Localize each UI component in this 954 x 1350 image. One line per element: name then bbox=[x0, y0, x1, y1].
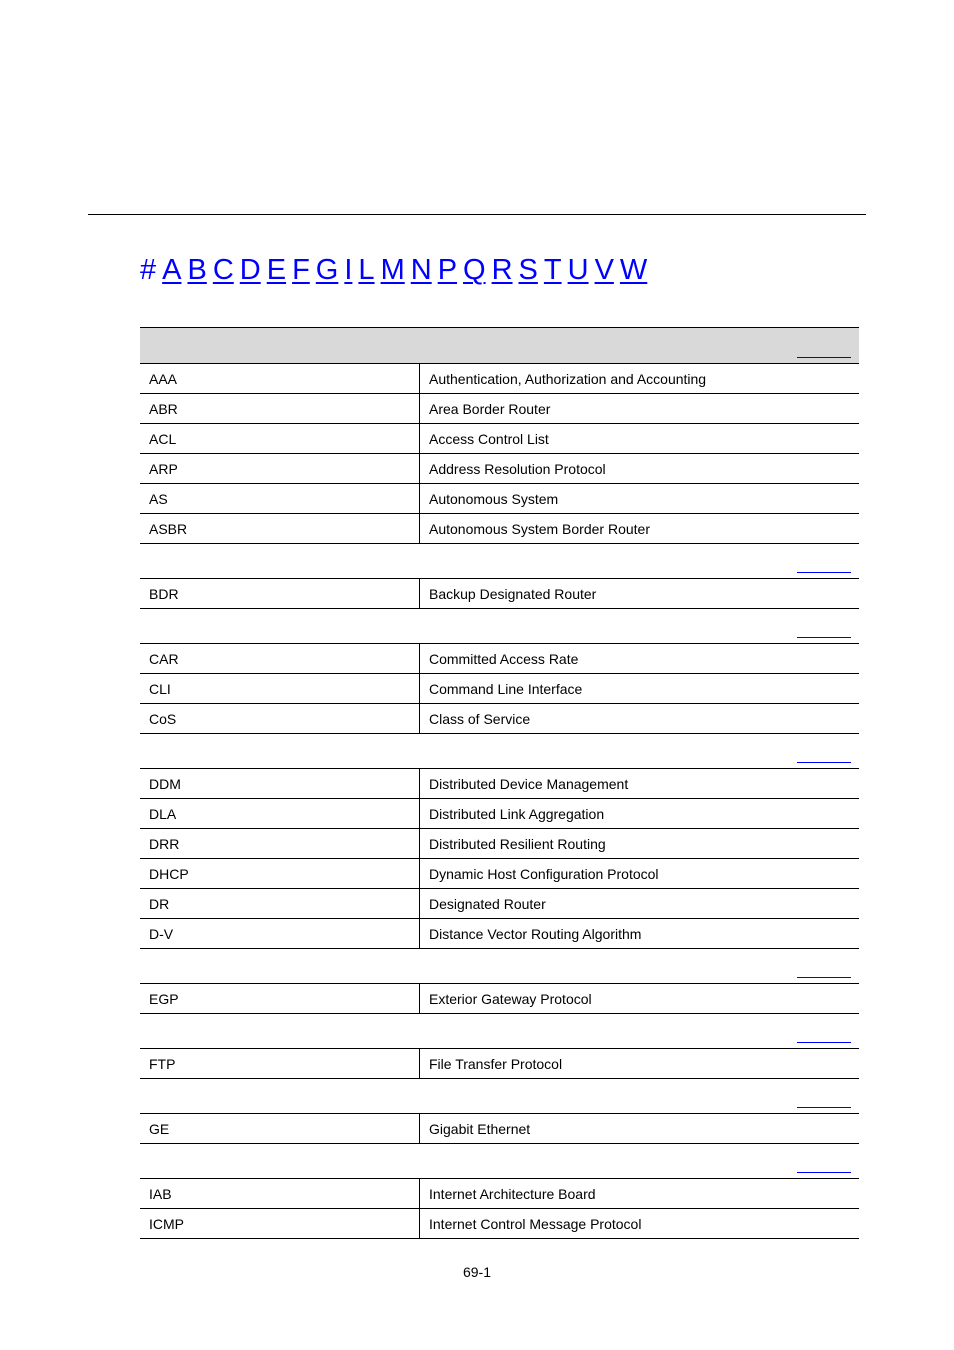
section-header-c bbox=[140, 609, 859, 644]
definition-cell: Autonomous System bbox=[420, 484, 860, 514]
back-to-top-link[interactable] bbox=[797, 356, 851, 358]
alphabet-link-n[interactable]: N bbox=[410, 254, 432, 286]
definition-cell: Designated Router bbox=[420, 889, 860, 919]
acronym-cell: DLA bbox=[140, 799, 420, 829]
table-row bbox=[140, 1114, 859, 1144]
table-row bbox=[140, 644, 859, 674]
table-row bbox=[140, 1209, 859, 1239]
section-header-d bbox=[140, 734, 859, 769]
back-to-top-link[interactable] bbox=[797, 636, 851, 638]
acronym-cell: AS bbox=[140, 484, 420, 514]
alphabet-link-r[interactable]: R bbox=[491, 254, 513, 286]
definition-cell: Access Control List bbox=[420, 424, 860, 454]
alphabet-link-s[interactable]: S bbox=[518, 254, 538, 286]
definition-cell: Distance Vector Routing Algorithm bbox=[420, 919, 860, 949]
page-number: 69-1 bbox=[462, 1264, 492, 1280]
alphabet-link-i[interactable]: I bbox=[344, 254, 353, 286]
alphabet-link-u[interactable]: U bbox=[567, 254, 589, 286]
definition-cell: Area Border Router bbox=[420, 394, 860, 424]
back-to-top-link[interactable] bbox=[797, 1171, 851, 1173]
table-row bbox=[140, 889, 859, 919]
acronym-cell: GE bbox=[140, 1114, 420, 1144]
alphabet-link-e[interactable]: E bbox=[266, 254, 287, 286]
definition-cell: Exterior Gateway Protocol bbox=[420, 984, 860, 1014]
section-header-i bbox=[140, 1144, 859, 1179]
acronym-cell: ARP bbox=[140, 454, 420, 484]
section-header-f bbox=[140, 1014, 859, 1049]
definition-cell: Address Resolution Protocol bbox=[420, 454, 860, 484]
table-row bbox=[140, 514, 859, 544]
acronym-cell: IAB bbox=[140, 1179, 420, 1209]
acronym-cell: DHCP bbox=[140, 859, 420, 889]
section-header-g bbox=[140, 1079, 859, 1114]
alphabet-link-w[interactable]: W bbox=[619, 254, 648, 286]
table-row bbox=[140, 704, 859, 734]
alphabet-link-p[interactable]: P bbox=[437, 254, 458, 286]
acronym-cell: EGP bbox=[140, 984, 420, 1014]
table-row bbox=[140, 1049, 859, 1079]
acronym-cell: CAR bbox=[140, 644, 420, 674]
table-row bbox=[140, 859, 859, 889]
top-divider bbox=[88, 214, 866, 215]
definition-cell: Distributed Device Management bbox=[420, 769, 860, 799]
acronym-cell: D-V bbox=[140, 919, 420, 949]
section-header-b bbox=[140, 544, 859, 579]
table-row bbox=[140, 799, 859, 829]
alphabet-link-a[interactable]: A bbox=[162, 254, 182, 286]
definition-cell: Class of Service bbox=[420, 704, 860, 734]
definition-cell: Internet Control Message Protocol bbox=[420, 1209, 860, 1239]
back-to-top-link[interactable] bbox=[797, 976, 851, 978]
alphabet-link-c[interactable]: C bbox=[212, 254, 234, 286]
definition-cell: Distributed Link Aggregation bbox=[420, 799, 860, 829]
definition-cell: File Transfer Protocol bbox=[420, 1049, 860, 1079]
alphabet-link-g[interactable]: G bbox=[315, 254, 339, 286]
table-row bbox=[140, 364, 859, 394]
back-to-top-link[interactable] bbox=[797, 1106, 851, 1108]
table-row bbox=[140, 484, 859, 514]
definition-cell: Dynamic Host Configuration Protocol bbox=[420, 859, 860, 889]
table-row bbox=[140, 424, 859, 454]
definition-cell: Autonomous System Border Router bbox=[420, 514, 860, 544]
alphabet-link-t[interactable]: T bbox=[543, 254, 562, 286]
acronym-cell: DDM bbox=[140, 769, 420, 799]
acronym-cell: ASBR bbox=[140, 514, 420, 544]
alphabet-link-l[interactable]: L bbox=[358, 254, 375, 286]
section-header-e bbox=[140, 949, 859, 984]
acronym-cell: DR bbox=[140, 889, 420, 919]
alphabet-link-f[interactable]: F bbox=[292, 254, 310, 286]
table-row bbox=[140, 984, 859, 1014]
acronym-cell: ABR bbox=[140, 394, 420, 424]
acronym-cell: ACL bbox=[140, 424, 420, 454]
alphabet-index-hash: # bbox=[140, 254, 157, 286]
alphabet-link-v[interactable]: V bbox=[594, 254, 614, 286]
alphabet-link-q[interactable]: Q bbox=[463, 254, 486, 286]
back-to-top-link[interactable] bbox=[797, 1041, 851, 1043]
acronym-cell: CoS bbox=[140, 704, 420, 734]
definition-cell: Committed Access Rate bbox=[420, 644, 860, 674]
acronym-cell: ICMP bbox=[140, 1209, 420, 1239]
definition-cell: Internet Architecture Board bbox=[420, 1179, 860, 1209]
table-row bbox=[140, 1179, 859, 1209]
acronym-cell: FTP bbox=[140, 1049, 420, 1079]
table-row bbox=[140, 454, 859, 484]
acronym-cell: DRR bbox=[140, 829, 420, 859]
definition-cell: Backup Designated Router bbox=[420, 579, 860, 609]
table-row bbox=[140, 394, 859, 424]
table-row bbox=[140, 769, 859, 799]
acronym-glossary-table bbox=[140, 327, 859, 1239]
acronym-cell: AAA bbox=[140, 364, 420, 394]
table-row bbox=[140, 829, 859, 859]
section-header-a bbox=[140, 328, 859, 364]
acronym-cell: BDR bbox=[140, 579, 420, 609]
definition-cell: Gigabit Ethernet bbox=[420, 1114, 860, 1144]
definition-cell: Distributed Resilient Routing bbox=[420, 829, 860, 859]
back-to-top-link[interactable] bbox=[797, 571, 851, 573]
alphabet-link-m[interactable]: M bbox=[380, 254, 405, 286]
acronym-cell: CLI bbox=[140, 674, 420, 704]
back-to-top-link[interactable] bbox=[797, 761, 851, 763]
alphabet-link-b[interactable]: B bbox=[187, 254, 207, 286]
alphabet-index-nav bbox=[140, 252, 653, 288]
definition-cell: Command Line Interface bbox=[420, 674, 860, 704]
alphabet-link-d[interactable]: D bbox=[239, 254, 261, 286]
table-row bbox=[140, 919, 859, 949]
table-row bbox=[140, 674, 859, 704]
definition-cell: Authentication, Authorization and Accounting bbox=[420, 364, 860, 394]
table-row bbox=[140, 579, 859, 609]
